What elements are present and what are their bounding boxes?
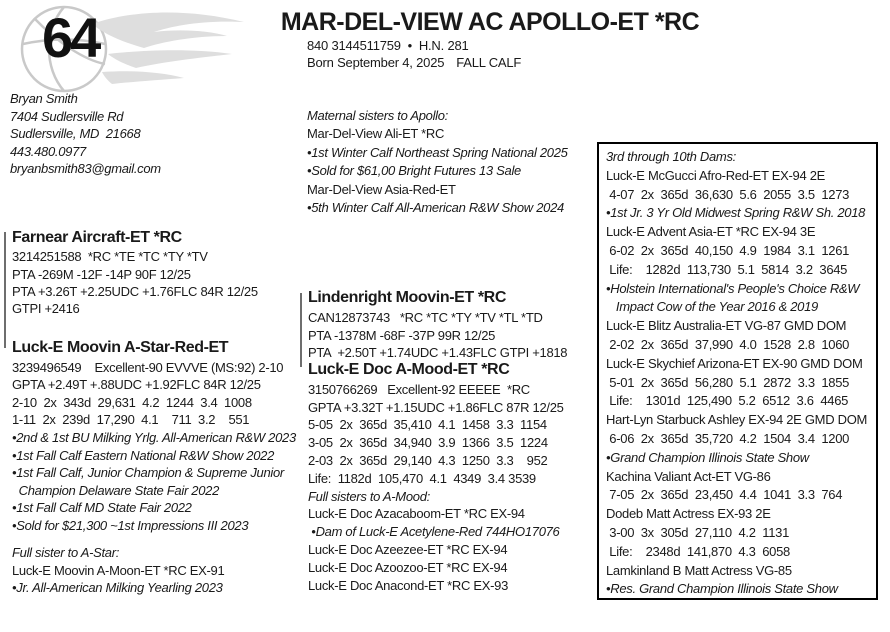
- dam-history-line: Luck-E Blitz Australia-ET VG-87 GMD DOM: [606, 318, 847, 334]
- sire-data-lines: [12, 248, 258, 317]
- pedigree-bracket-line: [300, 293, 302, 367]
- grandsire-block: [308, 289, 567, 362]
- maternal-sister-line: •Sold for $61,00 Bright Futures 13 Sale: [307, 163, 521, 179]
- consignor-address2: Sudlersville, MD 21668: [10, 126, 141, 141]
- dam-history-line: 2-02 2x 365d 37,990 4.0 1528 2.8 1060: [606, 336, 850, 352]
- sire-data-line: PTA +3.26T +2.25UDC +1.76FLC 84R 12/25: [12, 283, 258, 299]
- dam-data-line: 3239496549 Excellent-90 EVVVE (MS:92) 2-10: [12, 359, 284, 375]
- full-sister-line: Luck-E Moovin A-Moon-ET *RC EX-91: [12, 562, 225, 578]
- dam-history-line: Life: 2348d 141,870 4.3 6058: [606, 543, 790, 559]
- full-sister-line: Full sister to A-Star:: [12, 545, 120, 560]
- full-sister-line: •Jr. All-American Milking Yearling 2023: [12, 580, 223, 596]
- dam-history-line: Hart-Lyn Starbuck Ashley EX-94 2E GMD DOM: [606, 412, 868, 428]
- dam-history-line: •Grand Champion Illinois State Show: [606, 449, 809, 465]
- dam-history-line: Impact Cow of the Year 2016 & 2019: [606, 299, 818, 315]
- granddam-data-line: Luck-E Doc Anacond-ET *RC EX-93: [308, 577, 509, 593]
- birth-line: [307, 55, 521, 70]
- maternal-sister-line: Maternal sisters to Apollo:: [307, 108, 448, 123]
- granddam-data-line: Luck-E Doc Azacaboom-ET *RC EX-94: [308, 506, 525, 522]
- dam-data-lines: [12, 359, 296, 535]
- granddam-data-line: 5-05 2x 365d 35,410 4.1 1458 3.3 1154: [308, 417, 547, 433]
- dam-history-line: 6-06 2x 365d 35,720 4.2 1504 3.4 1200: [606, 430, 850, 446]
- full-sister-lines: [12, 544, 224, 597]
- maternal-sisters-block: [307, 107, 568, 217]
- dam-history-line: •1st Jr. 3 Yr Old Midwest Spring R&W Sh. 2018: [606, 205, 866, 221]
- granddam-data-line: GPTA +3.32T +1.15UDC +1.86FLC 87R 12/25: [308, 399, 564, 415]
- dam-history-line: Dodeb Matt Actress EX-93 2E: [606, 506, 771, 522]
- maternal-sister-line: •1st Winter Calf Northeast Spring National 2025: [307, 144, 568, 160]
- dam-history-line: Life: 1301d 125,490 5.2 6512 3.6 4465: [606, 393, 849, 409]
- lot-number: 64: [42, 6, 99, 69]
- pedigree-bracket-line: [4, 232, 6, 348]
- dam-history-line: 5-01 2x 365d 56,280 5.1 2872 3.3 1855: [606, 374, 850, 390]
- dam-data-line: •2nd & 1st BU Milking Yrlg. All-American R&W 2023: [12, 429, 296, 445]
- dam-data-line: GPTA +2.49T +.88UDC +1.92FLC 84R 12/25: [12, 377, 261, 393]
- animal-name-title: MAR-DEL-VIEW AC APOLLO-ET *RC: [280, 8, 700, 36]
- granddam-data-line: 3-05 2x 365d 34,940 3.9 1366 3.5 1224: [308, 435, 548, 451]
- dam-data-line: •1st Fall Calf, Junior Champion & Supreme Junior: [12, 465, 284, 481]
- dam-history-line: Lamkinland B Matt Actress VG-85: [606, 562, 792, 578]
- granddam-data-line: 3150766269 Excellent-92 EEEEE *RC: [308, 381, 530, 397]
- dam-history-line: 3-00 3x 305d 27,110 4.2 1131: [606, 524, 790, 540]
- dam-history-line: Luck-E McGucci Afro-Red-ET EX-94 2E: [606, 167, 826, 183]
- dam-history-lines: [606, 148, 876, 599]
- further-dams-box: [597, 142, 878, 600]
- dam-history-line: 6-02 2x 365d 40,150 4.9 1984 3.1 1261: [606, 242, 850, 258]
- maternal-sister-line: •5th Winter Calf All-American R&W Show 2024: [307, 200, 564, 216]
- dam-data-line: Champion Delaware State Fair 2022: [12, 482, 220, 498]
- dam-data-line: 1-11 2x 239d 17,290 4.1 711 3.2 551: [12, 412, 250, 428]
- granddam-data-line: Luck-E Doc Azoozoo-ET *RC EX-94: [308, 559, 508, 575]
- consignor-address1: 7404 Sudlersville Rd: [10, 108, 124, 124]
- dam-data-line: •1st Fall Calf MD State Fair 2022: [12, 500, 192, 516]
- maternal-sister-line: Mar-Del-View Ali-ET *RC: [307, 126, 445, 142]
- dam-history-line: 7-05 2x 365d 23,450 4.4 1041 3.3 764: [606, 487, 843, 503]
- dam-history-line: Kachina Valiant Act-ET VG-86: [606, 468, 771, 484]
- dam-history-line: Life: 1282d 113,730 5.1 5814 3.2 3645: [606, 261, 848, 277]
- lot-logo: [12, 2, 247, 94]
- dam-history-line: 3rd through 10th Dams:: [606, 149, 736, 164]
- dam-history-line: Luck-E Advent Asia-ET *RC EX-94 3E: [606, 224, 816, 240]
- dam-history-line: Luck-E Skychief Arizona-ET EX-90 GMD DOM: [606, 355, 863, 371]
- grandsire-data-line: CAN12873743 *RC *TC *TY *TV *TL *TD: [308, 309, 543, 325]
- consignor-contact: [10, 90, 161, 178]
- maternal-sister-line: Mar-Del-View Asia-Red-ET: [307, 181, 456, 197]
- granddam-data-lines: [308, 381, 564, 595]
- full-sister-block: [12, 544, 224, 597]
- dam-data-line: 2-10 2x 343d 29,631 4.2 1244 3.4 1008: [12, 394, 252, 410]
- dam-history-line: 4-07 2x 365d 36,630 5.6 2055 3.5 1273: [606, 186, 850, 202]
- granddam-data-line: •Dam of Luck-E Acetylene-Red 744HO17076: [308, 524, 560, 540]
- calf-type-label: FALL CALF: [456, 55, 522, 70]
- dam-block: [12, 339, 296, 535]
- granddam-data-line: Full sisters to A-Mood:: [308, 488, 430, 504]
- granddam-block: [308, 361, 564, 594]
- dam-history-line: •Holstein International's People's Choice R&W: [606, 280, 860, 296]
- granddam-data-line: Luck-E Doc Azeezee-ET *RC EX-94: [308, 541, 508, 557]
- grandsire-data-line: PTA -1378M -68F -37P 99R 12/25: [308, 327, 496, 343]
- granddam-name: Luck-E Doc A-Mood-ET *RC: [308, 361, 510, 378]
- dam-data-line: •1st Fall Calf Eastern National R&W Show 2022: [12, 447, 275, 463]
- grandsire-name: Lindenright Moovin-ET *RC: [308, 289, 506, 306]
- grandsire-data-lines: [308, 309, 567, 362]
- dam-name: Luck-E Moovin A-Star-Red-ET: [12, 339, 229, 356]
- consignor-email: bryanbsmith83@gmail.com: [10, 161, 161, 176]
- granddam-data-line: 2-03 2x 365d 29,140 4.3 1250 3.3 952: [308, 452, 548, 468]
- born-date: Born September 4, 2025: [307, 55, 445, 70]
- sire-data-line: 3214251588 *RC *TE *TC *TY *TV: [12, 249, 208, 265]
- dam-data-line: •Sold for $21,300 ~1st Impressions III 2023: [12, 517, 249, 533]
- sire-data-line: PTA -269M -12F -14P 90F 12/25: [12, 266, 191, 282]
- granddam-data-line: Life: 1182d 105,470 4.1 4349 3.4 3539: [308, 470, 536, 486]
- consignor-phone: 443.480.0977: [10, 143, 86, 159]
- sire-block: [12, 229, 258, 317]
- maternal-sister-lines: [307, 107, 568, 217]
- registration-line: 840 3144511759 • H.N. 281: [307, 38, 469, 53]
- sire-name: Farnear Aircraft-ET *RC: [12, 229, 182, 246]
- sire-data-line: GTPI +2416: [12, 301, 80, 317]
- consignor-name: Bryan Smith: [10, 91, 78, 106]
- grandsire-data-line: PTA +2.50T +1.74UDC +1.43FLC GTPI +1818: [308, 345, 568, 361]
- dam-history-line: •Res. Grand Champion Illinois State Show: [606, 581, 838, 597]
